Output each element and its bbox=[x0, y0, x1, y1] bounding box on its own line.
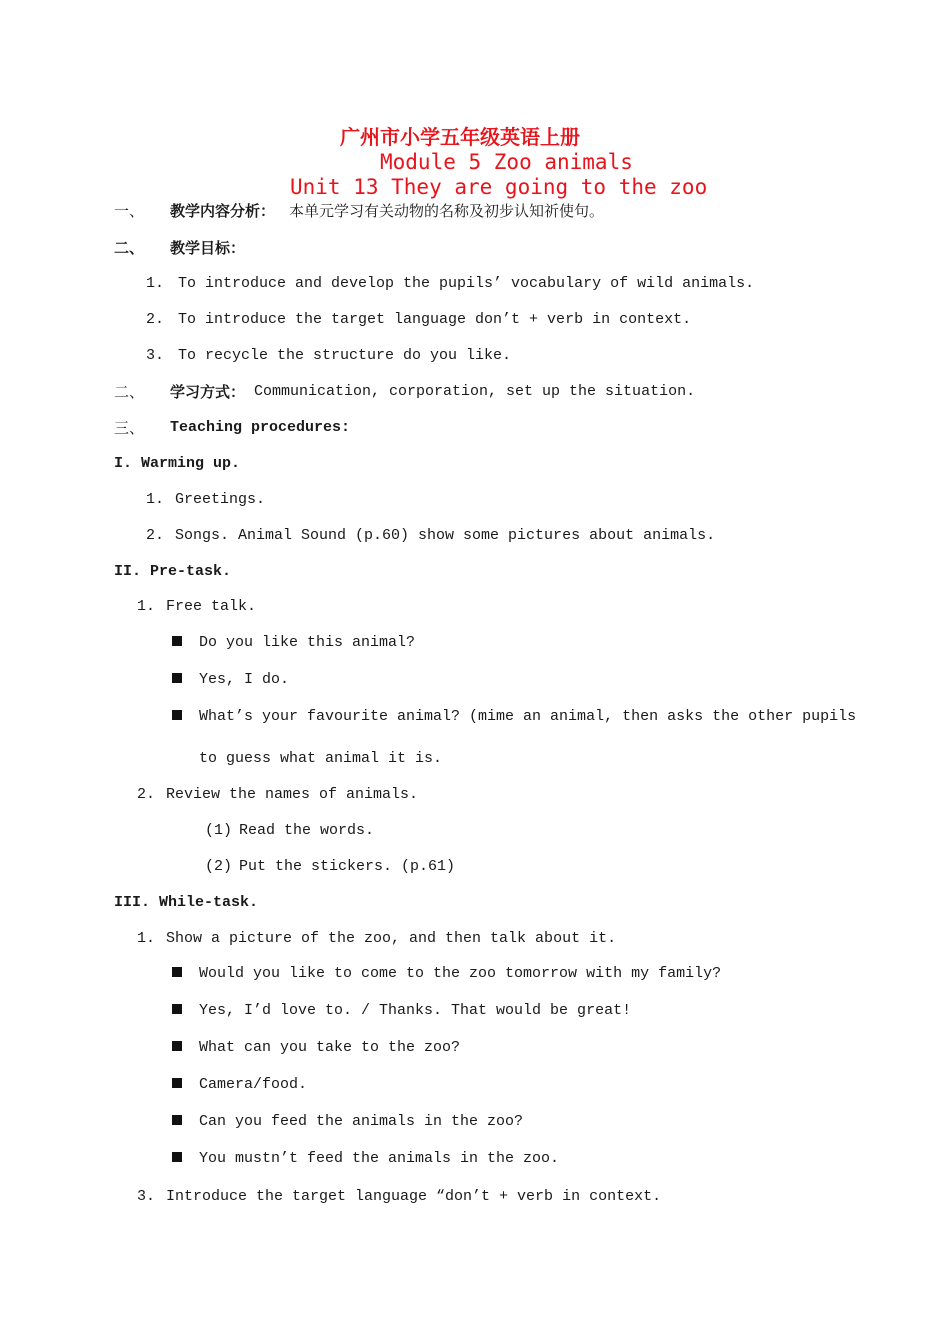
objective-text: To introduce the target language don’t + verb in context. bbox=[178, 311, 692, 328]
warming-text: Songs. Animal Sound (p.60) show some pictures about animals. bbox=[175, 527, 716, 544]
whiletask-bullet-text: What can you take to the zoo? bbox=[199, 1039, 461, 1056]
section2-marker: 二、 bbox=[114, 239, 145, 257]
section2-label: 教学目标： bbox=[170, 239, 246, 257]
whiletask-bullet-text: Can you feed the animals in the zoo? bbox=[199, 1113, 524, 1130]
objective-number: 1. bbox=[146, 275, 165, 292]
title-chinese: 广州市小学五年级英语上册 bbox=[340, 125, 580, 149]
pretask-heading: II. Pre-task. bbox=[114, 563, 232, 580]
section1-marker: 一、 bbox=[114, 202, 145, 220]
pretask-sub-number: (2) bbox=[205, 858, 233, 875]
pretask-bullet-text: Yes, I do. bbox=[199, 671, 290, 688]
whiletask-item-number: 1. bbox=[137, 930, 156, 947]
warming-number: 1. bbox=[146, 491, 165, 508]
pretask-bullet-text: Do you like this animal? bbox=[199, 634, 416, 651]
warming-text: Greetings. bbox=[175, 491, 266, 508]
bullet-icon bbox=[172, 1038, 182, 1058]
bullet-icon bbox=[172, 633, 182, 653]
whiletask-bullet-text: Camera/food. bbox=[199, 1076, 308, 1093]
section3-label: 学习方式： bbox=[170, 383, 246, 401]
bullet-icon bbox=[172, 670, 182, 690]
section1-text: 本单元学习有关动物的名称及初步认知祈使句。 bbox=[289, 202, 605, 220]
objective-number: 3. bbox=[146, 347, 165, 364]
pretask-item-text: Review the names of animals. bbox=[166, 786, 419, 803]
bullet-icon bbox=[172, 1001, 182, 1021]
objective-text: To introduce and develop the pupils’ vocabulary of wild animals. bbox=[178, 275, 755, 292]
pretask-bullet-continuation: to guess what animal it is. bbox=[199, 750, 443, 767]
whiletask-bullet-text: Would you like to come to the zoo tomorrow with my family? bbox=[199, 965, 722, 982]
objective-number: 2. bbox=[146, 311, 165, 328]
pretask-item-number: 2. bbox=[137, 786, 156, 803]
whiletask-item-number: 3. bbox=[137, 1188, 156, 1205]
section3-marker: 二、 bbox=[114, 383, 145, 401]
title-unit: Unit 13 They are going to the zoo bbox=[290, 175, 708, 199]
whiletask-item-text: Introduce the target language “don’t + verb in context. bbox=[166, 1188, 662, 1205]
whiletask-bullet-text: Yes, I’d love to. / Thanks. That would be great! bbox=[199, 1002, 632, 1019]
section4-marker: 三、 bbox=[114, 419, 145, 437]
pretask-sub-number: (1) bbox=[205, 822, 233, 839]
pretask-sub-text: Put the stickers. (p.61) bbox=[239, 858, 456, 875]
pretask-sub-text: Read the words. bbox=[239, 822, 375, 839]
section3-text: Communication, corporation, set up the situation. bbox=[254, 383, 696, 400]
warming-number: 2. bbox=[146, 527, 165, 544]
bullet-icon bbox=[172, 1112, 182, 1132]
whiletask-item-text: Show a picture of the zoo, and then talk about it. bbox=[166, 930, 617, 947]
whiletask-bullet-text: You mustn’t feed the animals in the zoo. bbox=[199, 1150, 560, 1167]
pretask-item-number: 1. bbox=[137, 598, 156, 615]
title-module: Module 5 Zoo animals bbox=[380, 150, 633, 174]
whiletask-heading: III. While-task. bbox=[114, 894, 259, 911]
pretask-item-text: Free talk. bbox=[166, 598, 257, 615]
bullet-icon bbox=[172, 1149, 182, 1169]
warming-heading: I. Warming up. bbox=[114, 455, 241, 472]
bullet-icon bbox=[172, 964, 182, 984]
section1-label: 教学内容分析： bbox=[170, 202, 276, 220]
section4-label: Teaching procedures: bbox=[170, 419, 351, 436]
pretask-bullet-text: What’s your favourite animal? (mime an animal, then asks the other pupils bbox=[199, 708, 857, 725]
objective-text: To recycle the structure do you like. bbox=[178, 347, 512, 364]
bullet-icon bbox=[172, 707, 182, 727]
bullet-icon bbox=[172, 1075, 182, 1095]
